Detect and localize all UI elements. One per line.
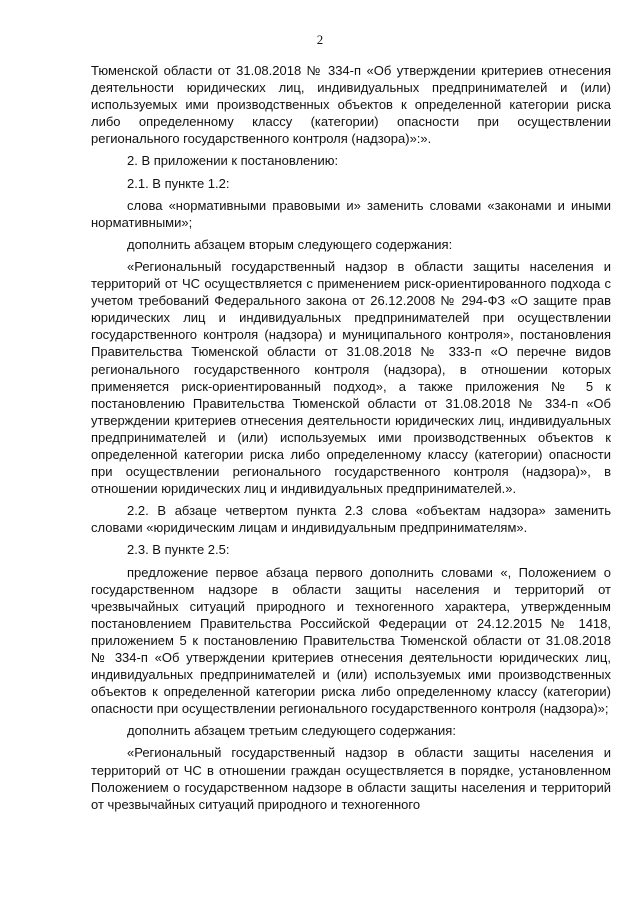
paragraph-10: дополнить абзацем третьим следующего содержания: xyxy=(127,723,456,739)
document-body xyxy=(91,62,611,813)
paragraph-4: слова «нормативными правовыми и» заменить словами «законами и иными нормативными»; xyxy=(91,197,611,230)
paragraph-7: 2.2. В абзаце четвертом пункта 2.3 слова «объектам надзора» заменить словами «юридическим лицам и индивидуальным предпринимателям». xyxy=(91,503,611,536)
paragraph-2: 2. В приложении к постановлению: xyxy=(127,153,339,169)
page-number: 2 xyxy=(316,32,324,47)
paragraph-11: «Региональный государственный надзор в области защиты населения и территорий от ЧС в отношении граждан осуществляется в порядке, установленном Положением о государственном надзоре в области защиты населения и территорий от чрезвычайных ситуаций природного и техногенного xyxy=(91,745,611,812)
paragraph-6: «Региональный государственный надзор в области защиты населения и территорий от ЧС осуществляется с применением риск-ориентированного подхода с учетом требований Федерального закона от 26.12.2008 № 294-ФЗ «О защите прав юридических лиц и индивидуальных предпринимателей при осуществлении государственного контроля (надзора) и муниципального контроля», постановления Правительства Тюменской области от 31.08.2018 № 333-п «О перечне видов регионального государственного контроля (надзора), в отношении которых применяется риск-ориентированный подход», а также приложения № 5 к постановлению Правительства Тюменской области от 31.08.2018 № 334-п «Об утверждении критериев отнесения деятельности юридических лиц, индивидуальных предпринимателей и (или) используемых ими производственных объектов к определенной категории риска либо определенному классу (категории) опасности при осуществлении регионального государственного контроля (надзора)», в отношении юридических лиц и индивидуальных предпринимателей.». xyxy=(91,258,611,497)
paragraph-8: 2.3. В пункте 2.5: xyxy=(127,542,230,558)
paragraph-5: дополнить абзацем вторым следующего содержания: xyxy=(127,236,453,252)
paragraph-3: 2.1. В пункте 1.2: xyxy=(127,175,230,191)
paragraph-1: Тюменской области от 31.08.2018 № 334-п «Об утверждении критериев отнесения деятельности юридических лиц, индивидуальных предпринимателей и (или) используемых ими производственных объектов к определенной категории риска либо определенному классу (категории) опасности при осуществлении регионального государственного контроля (надзора)»:». xyxy=(91,63,611,147)
paragraph-9: предложение первое абзаца первого дополнить словами «, Положением о государственном надзоре в области защиты населения и территорий от чрезвычайных ситуаций природного и техногенного характера, утвержденным постановлением Правительства Российской Федерации от 24.12.2015 № 1418, приложением 5 к постановлению Правительства Тюменской области от 31.08.2018 № 334-п «Об утверждении критериев отнесения деятельности юридических лиц, индивидуальных предпринимателей и (или) используемых ими производственных объектов к определенной категории риска либо определенному классу (категории) опасности при осуществлении регионального государственного контроля (надзора)»; xyxy=(91,564,611,717)
